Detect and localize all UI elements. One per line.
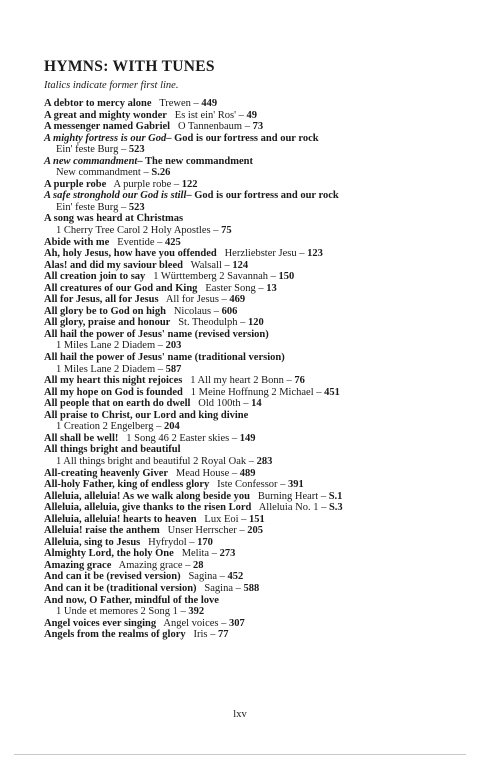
hymn-first-line-text: All praise to Christ, our Lord and king divine — [44, 409, 249, 421]
tune-name: Trewen – — [159, 98, 202, 109]
hymn-number: 149 — [239, 432, 256, 444]
hymn-entry — [44, 133, 464, 156]
hymn-first-line — [44, 213, 464, 225]
tune-name: Burning Heart – — [257, 490, 329, 502]
hymn-entry — [44, 260, 464, 272]
hymn-first-line-text: All-holy Father, king of endless glory — [44, 479, 210, 491]
hymn-entry — [44, 525, 464, 537]
hymn-first-line — [44, 121, 464, 133]
hymn-first-line-text: Alleluia! raise the anthem — [44, 525, 160, 537]
tune-name: Ein' feste Burg – — [56, 201, 129, 213]
hymn-number: 273 — [219, 548, 236, 560]
hymn-first-line — [44, 398, 464, 410]
hymn-number: 523 — [128, 201, 145, 213]
hymn-first-line-text: All creatures of our God and King — [44, 282, 198, 294]
tune-name: Nicolaus – — [173, 305, 222, 317]
hymn-first-line-text: Almighty Lord, the holy One — [44, 548, 174, 560]
tune-name: Walsall – — [190, 259, 233, 271]
hymn-entry — [44, 491, 464, 503]
hymn-first-line-text: Alleluia, alleluia! As we walk along beside you — [44, 490, 250, 502]
tune-name: All for Jesus – — [165, 294, 230, 306]
hymn-first-line-text: All hail the power of Jesus' name (revised version) — [44, 328, 269, 340]
tune-name: 1 Song 46 2 Easter skies – — [126, 432, 240, 444]
hymn-first-line — [44, 294, 464, 306]
hymn-first-line — [44, 444, 464, 456]
former-first-line: A safe stronghold our God is still — [44, 190, 187, 202]
hymn-first-line — [44, 110, 464, 122]
hymn-number: S.26 — [151, 167, 171, 179]
hymn-first-line — [44, 237, 464, 249]
current-hymn-title: – God is our fortress and our rock — [186, 190, 339, 202]
hymn-tune-line — [44, 364, 464, 376]
hymn-entry — [44, 595, 464, 618]
hymn-number: S.3 — [328, 502, 343, 514]
hymn-number: S.1 — [328, 490, 343, 502]
hymn-entry — [44, 121, 464, 133]
hymn-first-line-text: All people that on earth do dwell — [44, 398, 191, 410]
hymn-tune-line — [44, 202, 464, 214]
hymn-entry — [44, 548, 464, 560]
hymn-first-line-text: And can it be (revised version) — [44, 571, 181, 583]
hymn-first-line — [44, 514, 464, 526]
hymn-first-line — [44, 317, 464, 329]
hymn-number: 75 — [221, 225, 232, 237]
tune-name: Iris – — [193, 629, 219, 641]
hymn-first-line-text: Alleluia, alleluia! hearts to heaven — [44, 513, 197, 525]
hymn-first-line — [44, 468, 464, 480]
hymn-entry — [44, 479, 464, 491]
hymn-number: 606 — [221, 305, 238, 317]
hymn-entry — [44, 283, 464, 295]
hymn-number: 451 — [324, 386, 340, 398]
hymn-first-line — [44, 329, 464, 341]
hymn-number: 203 — [165, 340, 182, 352]
hymn-number: 77 — [218, 629, 229, 641]
hymn-first-line — [44, 560, 464, 572]
tune-name: 1 Creation 2 Engelberg – — [56, 421, 164, 433]
tune-name: Sagina – — [204, 582, 244, 594]
hymn-first-line-text: All glory be to God on high — [44, 305, 166, 317]
hymn-number: 587 — [165, 363, 182, 375]
tune-name: Eventide – — [117, 236, 166, 248]
page-edge-rule — [14, 754, 466, 755]
hymn-number: 124 — [232, 259, 249, 271]
hymn-first-line-text: A song was heard at Christmas — [44, 213, 184, 225]
hymn-first-line — [44, 618, 464, 630]
hymn-tune-line — [44, 225, 464, 237]
tune-name: Mead House – — [175, 467, 240, 479]
hymn-entry — [44, 537, 464, 549]
tune-name: 1 Miles Lane 2 Diadem – — [56, 340, 166, 352]
hymn-first-line-text: All creation join to say — [44, 271, 146, 283]
hymn-number: 469 — [229, 294, 246, 306]
hymn-entry — [44, 156, 464, 179]
hymn-entry — [44, 213, 464, 236]
tune-name: Iste Confessor – — [217, 479, 289, 491]
hymn-entry — [44, 294, 464, 306]
hymn-entry — [44, 248, 464, 260]
current-hymn-title: – The new commandment — [137, 155, 253, 167]
hymn-number: 150 — [278, 271, 295, 283]
hymn-first-line-text: All for Jesus, all for Jesus — [44, 294, 159, 306]
tune-name: Ein' feste Burg – — [56, 144, 129, 156]
hymn-number: 588 — [243, 582, 260, 594]
hymn-first-line — [44, 375, 464, 387]
hymn-first-line — [44, 352, 464, 364]
hymn-number: 204 — [164, 421, 180, 433]
italics-note: Italics indicate former first line. — [44, 80, 179, 91]
hymn-first-line — [44, 283, 464, 295]
hymn-first-line — [44, 190, 464, 202]
hymn-entry — [44, 98, 464, 110]
hymn-first-line-text: A messenger named Gabriel — [44, 121, 171, 133]
tune-name: 1 Meine Hoffnung 2 Michael – — [190, 386, 325, 398]
tune-name: Melita – — [181, 548, 220, 560]
hymn-first-line-text: Angel voices ever singing — [44, 617, 157, 629]
hymn-entry — [44, 271, 464, 283]
hymn-number: 122 — [181, 178, 198, 190]
hymn-tune-line — [44, 144, 464, 156]
hymn-first-line-text: All my heart this night rejoices — [44, 375, 183, 387]
hymn-first-line-text: Alleluia, sing to Jesus — [44, 536, 141, 548]
tune-name: 1 Unde et memores 2 Song 1 – — [56, 606, 189, 618]
hymn-entry — [44, 237, 464, 249]
hymn-entry — [44, 179, 464, 191]
hymn-first-line-text: Angels from the realms of glory — [44, 629, 186, 641]
hymn-first-line — [44, 410, 464, 422]
hymn-entry — [44, 317, 464, 329]
hymn-entry — [44, 190, 464, 213]
hymn-number: 14 — [251, 398, 262, 410]
hymn-first-line — [44, 583, 464, 595]
hymn-entry — [44, 618, 464, 630]
hymn-first-line-text: Alleluia, alleluia, give thanks to the risen Lord — [44, 502, 252, 514]
hymn-number: 452 — [227, 571, 244, 583]
hymn-number: 49 — [246, 109, 258, 121]
tune-name: New commandment – — [56, 167, 152, 179]
tune-name: 1 Miles Lane 2 Diadem – — [56, 363, 166, 375]
hymn-entry — [44, 352, 464, 375]
hymn-first-line — [44, 571, 464, 583]
hymn-first-line-text: Ah, holy Jesus, how have you offended — [44, 248, 217, 260]
hymn-tune-line — [44, 167, 464, 179]
hymn-number: 391 — [288, 479, 304, 491]
tune-name: Alleluia No. 1 – — [258, 502, 329, 514]
hymn-entry — [44, 560, 464, 572]
hymn-number: 28 — [193, 559, 204, 571]
hymn-first-line — [44, 548, 464, 560]
hymn-first-line — [44, 387, 464, 399]
hymn-number: 489 — [239, 467, 256, 479]
hymn-entry — [44, 433, 464, 445]
hymn-entry — [44, 387, 464, 399]
hymn-number: 205 — [247, 525, 263, 537]
hymn-entry — [44, 398, 464, 410]
hymn-first-line — [44, 537, 464, 549]
hymn-number: 392 — [188, 606, 205, 618]
hymn-number: 170 — [197, 536, 213, 548]
hymn-first-line — [44, 306, 464, 318]
hymn-first-line — [44, 491, 464, 503]
hymn-tune-line — [44, 340, 464, 352]
tune-name: Easter Song – — [205, 282, 267, 294]
hymn-entry-list — [44, 98, 464, 641]
tune-name: St. Theodulph – — [178, 317, 249, 329]
hymn-first-line-text: A debtor to mercy alone — [44, 98, 152, 109]
hymn-entry — [44, 306, 464, 318]
hymn-first-line — [44, 133, 464, 145]
tune-name: Sagina – — [188, 571, 228, 583]
tune-name: 1 All my heart 2 Bonn – — [190, 375, 295, 387]
hymn-first-line-text: A great and mighty wonder — [44, 109, 167, 121]
hymn-first-line-text: All-creating heavenly Giver — [44, 467, 169, 479]
hymn-number: 425 — [165, 236, 181, 248]
hymn-first-line — [44, 479, 464, 491]
hymn-entry — [44, 444, 464, 467]
tune-name: 1 Cherry Tree Carol 2 Holy Apostles – — [56, 225, 222, 237]
hymn-entry — [44, 571, 464, 583]
hymn-first-line — [44, 248, 464, 260]
hymn-first-line — [44, 271, 464, 283]
tune-name: 1 Württemberg 2 Savannah – — [153, 271, 279, 283]
hymn-number: 73 — [252, 121, 264, 133]
hymn-first-line-text: All hail the power of Jesus' name (traditional version) — [44, 352, 285, 364]
hymn-first-line — [44, 502, 464, 514]
hymn-first-line — [44, 525, 464, 537]
hymn-first-line-text: A purple robe — [44, 178, 107, 190]
hymn-entry — [44, 110, 464, 122]
hymn-first-line-text: All glory, praise and honour — [44, 317, 171, 329]
page-number: lxv — [233, 709, 247, 720]
hymn-number: 120 — [248, 317, 264, 329]
tune-name: A purple robe – — [113, 178, 182, 190]
hymn-first-line-text: All shall be well! — [44, 432, 119, 444]
hymn-first-line-text: And can it be (traditional version) — [44, 582, 197, 594]
former-first-line: A new commandment — [44, 155, 138, 167]
hymn-entry — [44, 514, 464, 526]
tune-name: Lux Eoi – — [204, 513, 250, 525]
hymn-first-line — [44, 260, 464, 272]
former-first-line: A mighty fortress is our God — [44, 132, 167, 144]
hymn-tune-line — [44, 421, 464, 433]
hymn-first-line-text: Amazing grace — [44, 559, 112, 571]
hymn-first-line — [44, 433, 464, 445]
hymn-tune-line — [44, 606, 464, 618]
hymn-first-line — [44, 629, 464, 641]
tune-name: 1 All things bright and beautiful 2 Royal Oak – — [56, 455, 257, 467]
hymn-number: 13 — [266, 282, 277, 294]
tune-name: O Tannenbaum – — [177, 121, 253, 133]
hymn-number: 449 — [201, 98, 218, 109]
hymn-entry — [44, 410, 464, 433]
hymn-tune-line — [44, 456, 464, 468]
hymn-first-line-text: All my hope on God is founded — [44, 386, 183, 398]
hymn-first-line — [44, 156, 464, 168]
tune-name: Herzliebster Jesu – — [224, 248, 308, 260]
tune-name: Angel voices – — [163, 617, 230, 629]
hymn-number: 307 — [229, 617, 245, 629]
tune-name: Amazing grace – — [118, 559, 193, 571]
tune-name: Hyfrydol – — [148, 536, 198, 548]
hymn-entry — [44, 502, 464, 514]
hymn-first-line — [44, 179, 464, 191]
hymn-first-line-text: All things bright and beautiful — [44, 444, 181, 456]
hymn-first-line-text: Alas! and did my saviour bleed — [44, 259, 183, 271]
hymn-entry — [44, 375, 464, 387]
hymn-first-line-text: Abide with me — [44, 236, 110, 248]
hymn-first-line — [44, 595, 464, 607]
hymn-entry — [44, 629, 464, 641]
tune-name: Old 100th – — [198, 398, 252, 410]
hymn-number: 76 — [294, 375, 305, 387]
tune-name: Unser Herrscher – — [167, 525, 248, 537]
hymn-entry — [44, 329, 464, 352]
hymn-number: 123 — [307, 248, 323, 260]
current-hymn-title: – God is our fortress and our rock — [166, 132, 319, 144]
tune-name: Es ist ein' Ros' – — [174, 109, 247, 121]
hymn-first-line — [44, 98, 464, 110]
hymn-first-line-text: And now, O Father, mindful of the love — [44, 594, 219, 606]
hymn-entry — [44, 583, 464, 595]
hymn-number: 523 — [128, 144, 145, 156]
hymn-number: 151 — [249, 513, 265, 525]
hymn-entry — [44, 468, 464, 480]
page-title: HYMNS: WITH TUNES — [44, 58, 215, 75]
hymn-number: 283 — [256, 455, 273, 467]
